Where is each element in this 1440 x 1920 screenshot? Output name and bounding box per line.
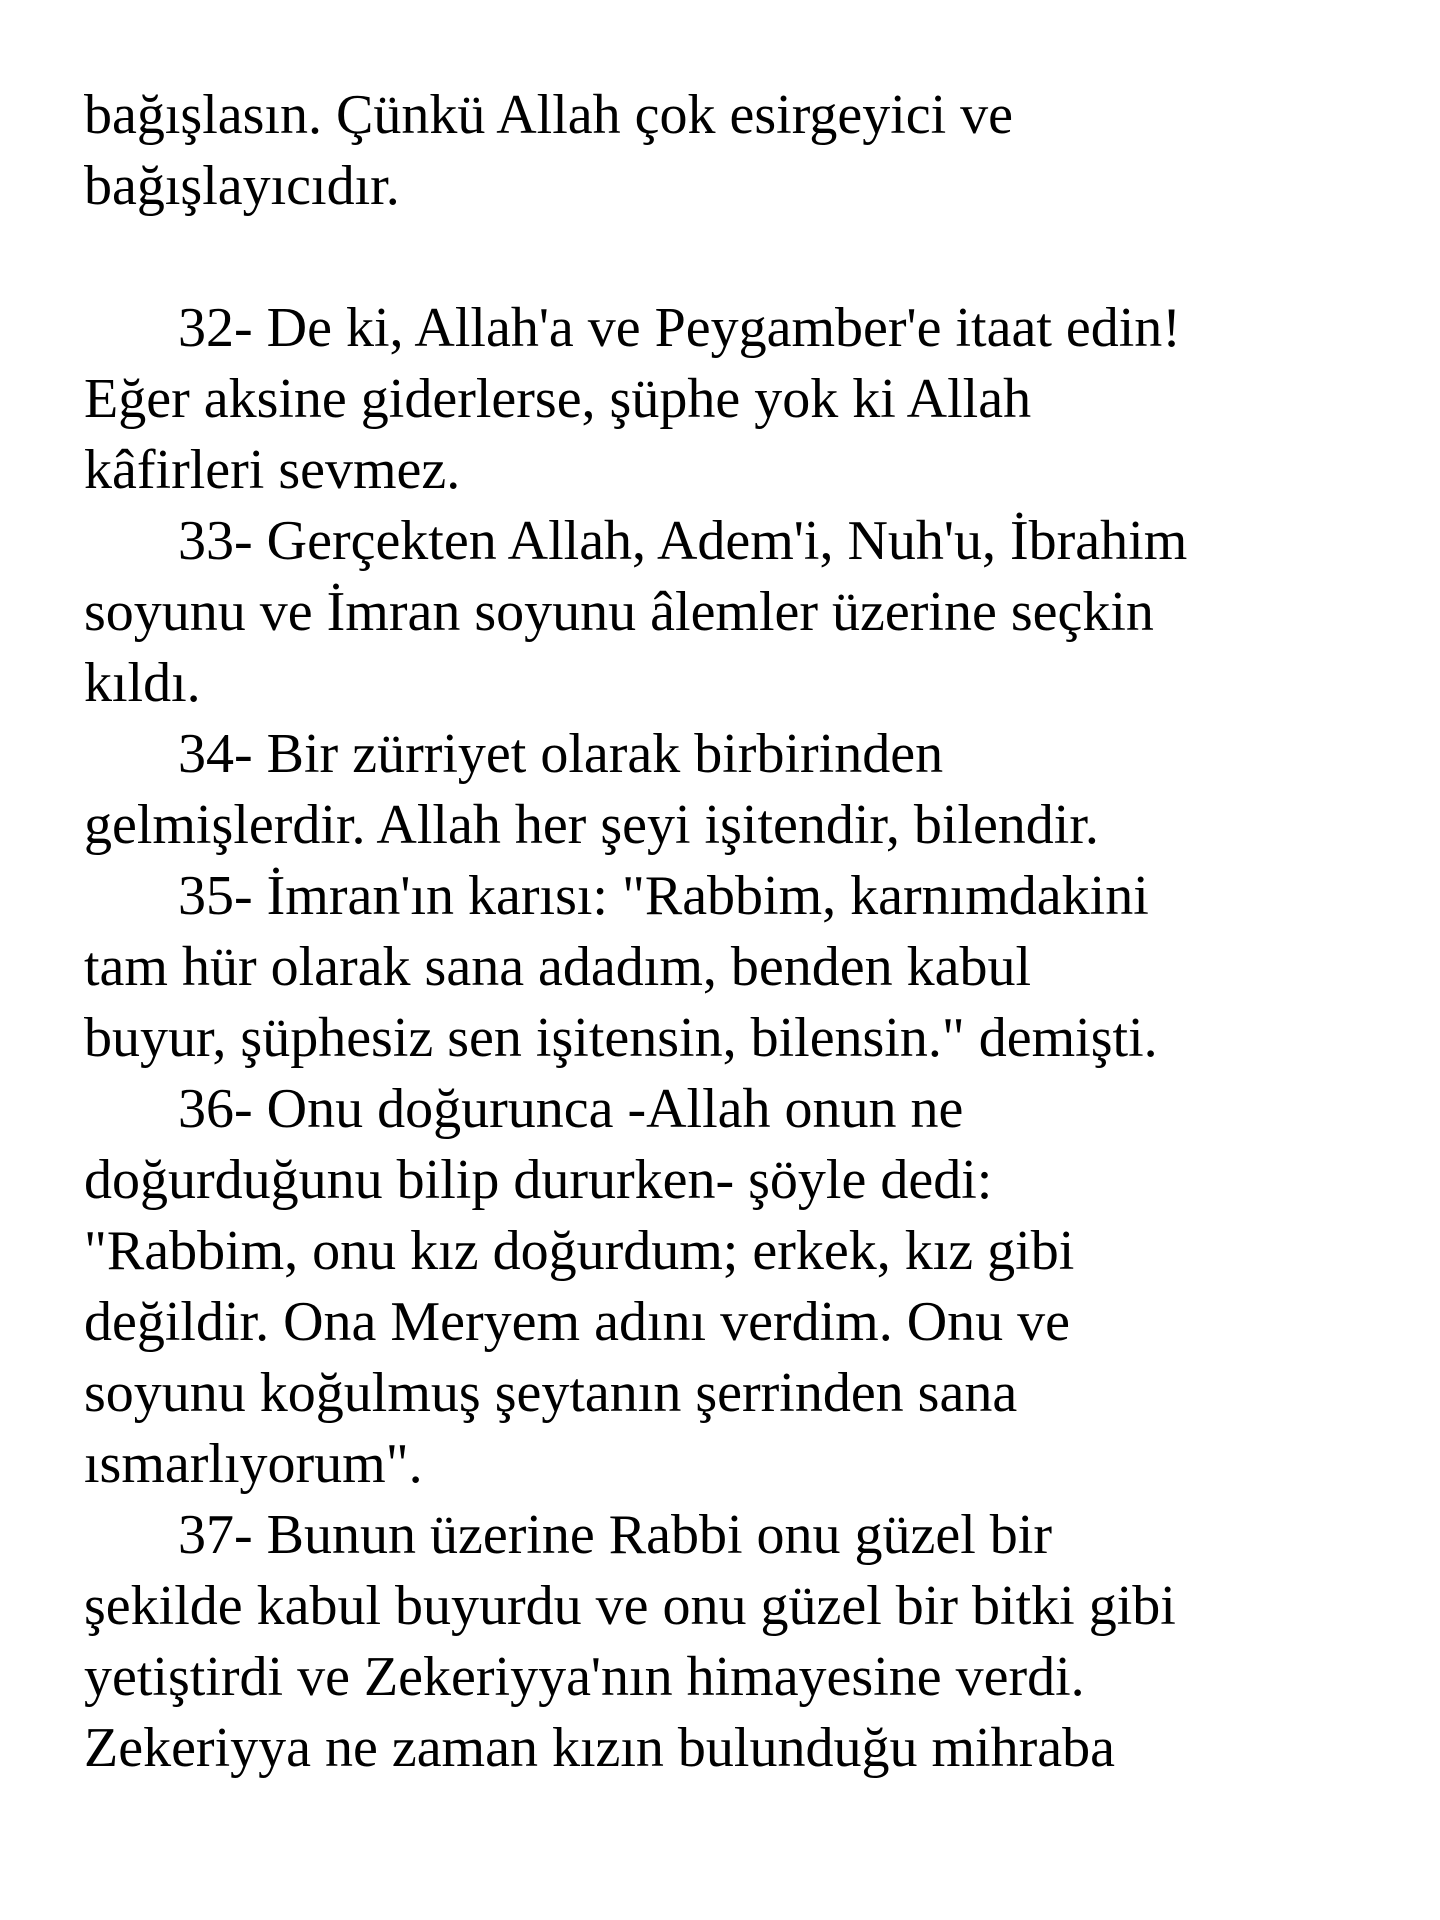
text-line: ısmarlıyorum". (84, 1433, 423, 1495)
text-line: kâfirleri sevmez. (84, 439, 461, 501)
verse-33-start: 33- Gerçekten Allah, Adem'i, Nuh'u, İbrahim (178, 510, 1188, 572)
body-text (84, 80, 1400, 1784)
text-line: "Rabbim, onu kız doğurdum; erkek, kız gibi (84, 1220, 1075, 1282)
verse-37-start: 37- Bunun üzerine Rabbi onu güzel bir (178, 1504, 1053, 1566)
text-line: buyur, şüphesiz sen işitensin, bilensin." demişti. (84, 1007, 1158, 1069)
text-line: gelmişlerdir. Allah her şeyi işitendir, bilendir. (84, 794, 1099, 856)
text-line: Eğer aksine giderlerse, şüphe yok ki Allah (84, 368, 1032, 430)
text-line: değildir. Ona Meryem adını verdim. Onu ve (84, 1291, 1070, 1353)
text-line: Zekeriyya ne zaman kızın bulunduğu mihraba (84, 1717, 1115, 1779)
verse-36-start: 36- Onu doğurunca -Allah onun ne (178, 1078, 964, 1140)
text-line: yetiştirdi ve Zekeriyya'nın himayesine verdi. (84, 1646, 1085, 1708)
verse-32-start: 32- De ki, Allah'a ve Peygamber'e itaat edin! (178, 297, 1181, 359)
verse-34-start: 34- Bir zürriyet olarak birbirinden (178, 723, 944, 785)
text-line: bağışlayıcıdır. (84, 155, 400, 217)
text-line: soyunu koğulmuş şeytanın şerrinden sana (84, 1362, 1018, 1424)
text-line: doğurduğunu bilip dururken- şöyle dedi: (84, 1149, 993, 1211)
verse-35-start: 35- İmran'ın karısı: "Rabbim, karnımdakini (178, 865, 1149, 927)
text-line: şekilde kabul buyurdu ve onu güzel bir bitki gibi (84, 1575, 1176, 1637)
text-line: soyunu ve İmran soyunu âlemler üzerine seçkin (84, 581, 1154, 643)
text-line: kıldı. (84, 652, 201, 714)
paragraph-gap (84, 222, 1400, 293)
text-line: tam hür olarak sana adadım, benden kabul (84, 936, 1031, 998)
text-line: bağışlasın. Çünkü Allah çok esirgeyici ve (84, 84, 1014, 146)
